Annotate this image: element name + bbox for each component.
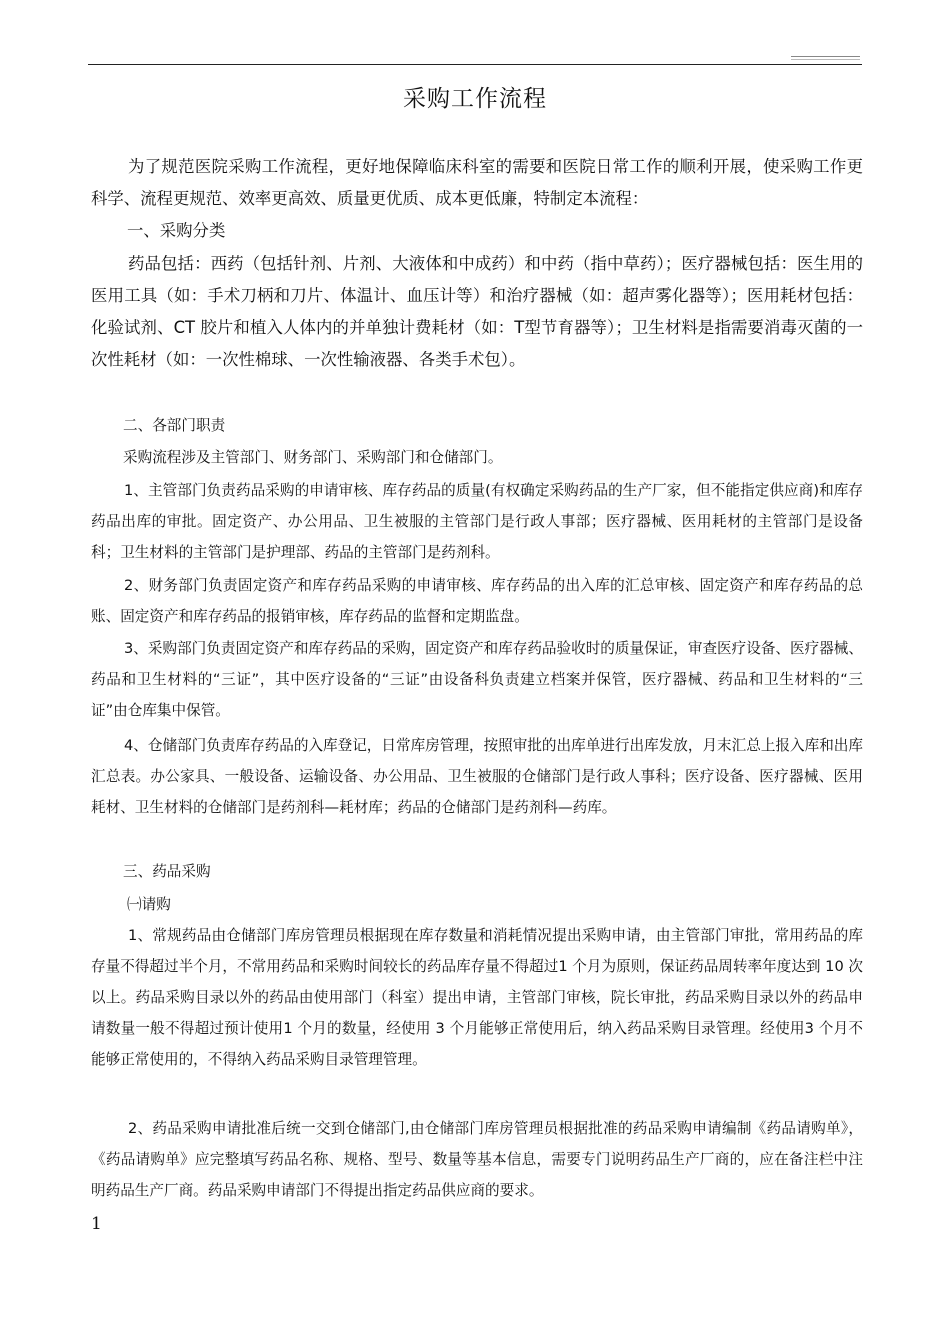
section2-item-1: 1、主管部门负责药品采购的申请审核、库存药品的质量(有权确定采购药品的生产厂家，但不能指定供应商)和库存药品出库的审批。固定资产、办公用品、卫生被服的主管部门是行政人事部；医疗器械、医用耗材的主管部门是设备科；卫生材料的主管部门是护理部、药品的主管部门是药剂科。: [91, 482, 863, 561]
page-number: 1: [91, 1214, 102, 1234]
section2-heading: 二、各部门职责: [123, 417, 226, 434]
header-mark: [791, 56, 860, 57]
section1-body: 药品包括：西药（包括针剂、片剂、大液体和中成药）和中药（指中草药）；医疗器械包括：医生用的医用工具（如：手术刀柄和刀片、体温计、血压计等）和治疗器械（如：超声雾化器等）；医用耗材包括：化验试剂、CT 胶片和植入人体内的并单独计费耗材（如：T型节育器等）；卫生材料是指需要消毒灭菌的一次性耗材（如：一次性棉球、一次性输液器、各类手术包）。: [91, 254, 863, 369]
section2-item-3: 3、采购部门负责固定资产和库存药品的采购，固定资产和库存药品验收时的质量保证，审查医疗设备、医疗器械、药品和卫生材料的“三证”，其中医疗设备的“三证”由设备科负责建立档案并保管，医疗器械、药品和卫生材料的“三证”由仓库集中保管。: [91, 640, 863, 719]
section3-item-2: 2、药品采购申请批准后统一交到仓储部门,由仓储部门库房管理员根据批准的药品采购申请编制《药品请购单》，《药品请购单》应完整填写药品名称、规格、型号、数量等基本信息，需要专门说明药品生产厂商的，应在备注栏中注明药品生产厂商。药品采购申请部门不得提出指定药品供应商的要求。: [91, 1120, 863, 1199]
intro-paragraph: 为了规范医院采购工作流程，更好地保障临床科室的需要和医院日常工作的顺利开展，使采购工作更科学、流程更规范、效率更高效、质量更优质、成本更低廉，特制定本流程：: [91, 157, 863, 208]
section2-intro: 采购流程涉及主管部门、财务部门、采购部门和仓储部门。: [123, 449, 503, 466]
section2-item-4: 4、仓储部门负责库存药品的入库登记，日常库房管理，按照审批的出库单进行出库发放，月末汇总上报入库和出库汇总表。办公家具、一般设备、运输设备、办公用品、卫生被服的仓储部门是行政人事科；医疗设备、医疗器械、医用耗材、卫生材料的仓储部门是药剂科—耗材库；药品的仓储部门是药剂科—药库。: [91, 737, 863, 816]
section3-item-1: 1、常规药品由仓储部门库房管理员根据现在库存数量和消耗情况提出采购申请，由主管部门审批，常用药品的库存量不得超过半个月，不常用药品和采购时间较长的药品库存量不得超过1 个月为原则，保证药品周转率年度达到 10 次以上。药品采购目录以外的药品由使用部门（科室）提出申请，主管部门审核，院长审批，药品采购目录以外的药品申请数量一般不得超过预计使用1 个月的数量，经使用 3 个月能够正常使用后，纳入药品采购目录管理。经使用3 个月不能够正常使用的，不得纳入药品采购目录管理管理。: [91, 927, 863, 1068]
section3-heading: 三、药品采购: [123, 863, 211, 880]
section2-item-2: 2、财务部门负责固定资产和库存药品采购的申请审核、库存药品的出入库的汇总审核、固定资产和库存药品的总账、固定资产和库存药品的报销审核，库存药品的监督和定期监盘。: [91, 577, 863, 625]
header-mark-lower: [791, 59, 860, 60]
header-rule: [88, 64, 862, 65]
section3-subheading: ㈠请购: [127, 896, 171, 913]
document-title: 采购工作流程: [403, 86, 547, 112]
section1-heading: 一、采购分类: [127, 221, 226, 240]
